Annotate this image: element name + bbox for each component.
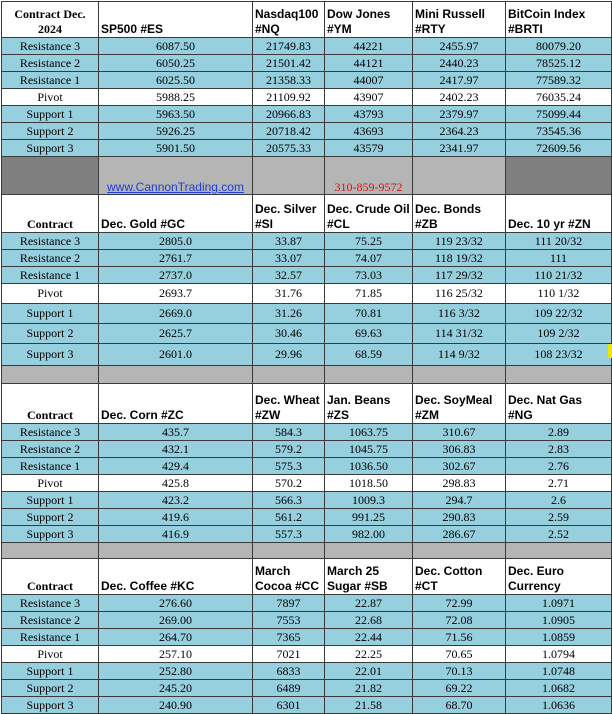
- level-value: 75.25: [325, 233, 413, 250]
- instrument-header: Dec. Corn #ZC: [99, 384, 253, 424]
- contract-header: Contract: [2, 559, 99, 595]
- level-value: 76035.24: [506, 89, 612, 106]
- level-row: [2, 612, 612, 629]
- level-value: 29.96: [253, 344, 325, 366]
- level-value: 2455.97: [413, 38, 506, 55]
- level-value: 44221: [325, 38, 413, 55]
- level-value: 429.4: [99, 458, 253, 475]
- level-value: 32.57: [253, 267, 325, 284]
- instrument-header: Dec. Nat Gas #NG: [506, 384, 612, 424]
- level-value: 302.67: [413, 458, 506, 475]
- level-value: 116 3/32: [413, 304, 506, 324]
- instrument-header: March 25 Sugar #SB: [325, 559, 413, 595]
- level-row: [2, 233, 612, 250]
- level-label: Support 1: [2, 106, 99, 123]
- level-value: 68.70: [413, 697, 506, 714]
- level-value: 68.59: [325, 344, 413, 366]
- level-row: [2, 646, 612, 663]
- level-value: 43793: [325, 106, 413, 123]
- level-row: [2, 629, 612, 646]
- level-value: 1.0748: [506, 663, 612, 680]
- level-value: 294.7: [413, 492, 506, 509]
- level-value: 20575.33: [253, 140, 325, 157]
- level-label: Resistance 3: [2, 38, 99, 55]
- level-value: 7897: [253, 595, 325, 612]
- level-value: 111: [506, 250, 612, 267]
- level-value: 5926.25: [99, 123, 253, 140]
- level-value: 2402.23: [413, 89, 506, 106]
- instrument-header: Dec. Bonds #ZB: [413, 195, 506, 233]
- level-value: 119 23/32: [413, 233, 506, 250]
- level-label: Support 2: [2, 324, 99, 344]
- level-label: Support 2: [2, 123, 99, 140]
- instrument-header: Jan. Beans #ZS: [325, 384, 413, 424]
- level-row: [2, 304, 612, 324]
- level-label: Resistance 2: [2, 612, 99, 629]
- level-row: [2, 344, 612, 366]
- level-row: [2, 697, 612, 714]
- level-row: [2, 595, 612, 612]
- separator-cell: [2, 543, 99, 559]
- level-value: 310.67: [413, 424, 506, 441]
- level-value: 276.60: [99, 595, 253, 612]
- level-value: 21749.83: [253, 38, 325, 55]
- level-row: [2, 250, 612, 267]
- level-value: 432.1: [99, 441, 253, 458]
- level-value: 22.68: [325, 612, 413, 629]
- level-value: 44121: [325, 55, 413, 72]
- level-value: 1018.50: [325, 475, 413, 492]
- level-value: 6489: [253, 680, 325, 697]
- level-value: 6301: [253, 697, 325, 714]
- level-value: 114 9/32: [413, 344, 506, 366]
- level-value: 6050.25: [99, 55, 253, 72]
- header-row: [2, 384, 612, 424]
- level-label: Resistance 1: [2, 629, 99, 646]
- level-value: 70.65: [413, 646, 506, 663]
- level-value: 1009.3: [325, 492, 413, 509]
- level-value: 7553: [253, 612, 325, 629]
- level-value: 264.70: [99, 629, 253, 646]
- instrument-header: Dec. Wheat #ZW: [253, 384, 325, 424]
- level-value: 2379.97: [413, 106, 506, 123]
- separator-row: [2, 366, 612, 384]
- levels-body: [2, 2, 612, 714]
- level-value: 2341.97: [413, 140, 506, 157]
- level-label: Support 2: [2, 680, 99, 697]
- level-row: [2, 38, 612, 55]
- level-value: 419.6: [99, 509, 253, 526]
- level-value: 21109.92: [253, 89, 325, 106]
- level-row: [2, 663, 612, 680]
- level-value: 2693.7: [99, 284, 253, 304]
- separator-cell: [2, 366, 99, 384]
- level-label: Pivot: [2, 284, 99, 304]
- separator-cell: [2, 157, 99, 195]
- level-value: 117 29/32: [413, 267, 506, 284]
- level-value: 2805.0: [99, 233, 253, 250]
- level-value: 2737.0: [99, 267, 253, 284]
- level-value: 557.3: [253, 526, 325, 543]
- instrument-header: Mini Russell #RTY: [413, 2, 506, 38]
- level-value: 1063.75: [325, 424, 413, 441]
- level-value: 579.2: [253, 441, 325, 458]
- separator-cell: [325, 543, 413, 559]
- instrument-header: Dec. Silver #SI: [253, 195, 325, 233]
- level-value: 2.76: [506, 458, 612, 475]
- level-value: 5963.50: [99, 106, 253, 123]
- level-row: [2, 492, 612, 509]
- separator-cell: [413, 543, 506, 559]
- instrument-header: Nasdaq100 #NQ: [253, 2, 325, 38]
- level-value: 43907: [325, 89, 413, 106]
- level-value: 22.44: [325, 629, 413, 646]
- level-value: 43693: [325, 123, 413, 140]
- separator-cell: [253, 366, 325, 384]
- level-value: 2.83: [506, 441, 612, 458]
- level-value: 2.6: [506, 492, 612, 509]
- instrument-header: March Cocoa #CC: [253, 559, 325, 595]
- level-value: 2601.0: [99, 344, 253, 366]
- level-value: 561.2: [253, 509, 325, 526]
- level-value: 425.8: [99, 475, 253, 492]
- instrument-header: Dec. Gold #GC: [99, 195, 253, 233]
- level-label: Resistance 3: [2, 424, 99, 441]
- contract-header: Contract Dec. 2024: [2, 2, 99, 38]
- level-value: 257.10: [99, 646, 253, 663]
- level-value: 1.0859: [506, 629, 612, 646]
- level-row: [2, 424, 612, 441]
- level-value: 21.58: [325, 697, 413, 714]
- instrument-header: Dec. SoyMeal #ZM: [413, 384, 506, 424]
- level-value: 5988.25: [99, 89, 253, 106]
- instrument-header: Dec. 10 yr #ZN: [506, 195, 612, 233]
- separator-cell: [99, 543, 253, 559]
- level-value: 44007: [325, 72, 413, 89]
- level-value: 71.85: [325, 284, 413, 304]
- level-value: 298.83: [413, 475, 506, 492]
- level-value: 21.82: [325, 680, 413, 697]
- level-value: 245.20: [99, 680, 253, 697]
- level-value: 78525.12: [506, 55, 612, 72]
- header-row: [2, 2, 612, 38]
- separator-cell: [506, 543, 612, 559]
- level-label: Resistance 1: [2, 458, 99, 475]
- level-value: 22.87: [325, 595, 413, 612]
- level-value: 109 2/32: [506, 324, 612, 344]
- level-value: 20966.83: [253, 106, 325, 123]
- level-value: 2625.7: [99, 324, 253, 344]
- level-value: 21501.42: [253, 55, 325, 72]
- level-value: 31.26: [253, 304, 325, 324]
- instrument-header: BitCoin Index #BRTI: [506, 2, 612, 38]
- separator-row: [2, 157, 612, 195]
- contract-header: Contract: [2, 195, 99, 233]
- level-label: Support 3: [2, 697, 99, 714]
- level-value: 6087.50: [99, 38, 253, 55]
- level-value: 110 21/32: [506, 267, 612, 284]
- level-value: 72609.56: [506, 140, 612, 157]
- level-row: [2, 680, 612, 697]
- level-value: 70.81: [325, 304, 413, 324]
- level-label: Support 3: [2, 344, 99, 366]
- level-value: 22.01: [325, 663, 413, 680]
- level-row: [2, 324, 612, 344]
- separator-cell: [325, 366, 413, 384]
- level-label: Support 3: [2, 140, 99, 157]
- separator-cell: [413, 366, 506, 384]
- level-value: 33.07: [253, 250, 325, 267]
- yellow-marker: [608, 344, 612, 358]
- level-row: [2, 140, 612, 157]
- level-value: 31.76: [253, 284, 325, 304]
- level-value: 73.03: [325, 267, 413, 284]
- level-value: 2417.97: [413, 72, 506, 89]
- level-value: 1045.75: [325, 441, 413, 458]
- level-value: 566.3: [253, 492, 325, 509]
- level-value: 73545.36: [506, 123, 612, 140]
- phone-number: 310-859-9572: [334, 180, 403, 194]
- level-value: 2.89: [506, 424, 612, 441]
- level-row: [2, 475, 612, 492]
- level-value: 108 23/32: [506, 344, 612, 366]
- contract-header: Contract: [2, 384, 99, 424]
- level-value: 70.13: [413, 663, 506, 680]
- level-label: Resistance 2: [2, 55, 99, 72]
- level-label: Resistance 3: [2, 595, 99, 612]
- level-value: 69.63: [325, 324, 413, 344]
- level-value: 33.87: [253, 233, 325, 250]
- level-value: 2.59: [506, 509, 612, 526]
- separator-cell: [99, 366, 253, 384]
- level-value: 114 31/32: [413, 324, 506, 344]
- level-row: [2, 72, 612, 89]
- level-row: [2, 55, 612, 72]
- level-value: 570.2: [253, 475, 325, 492]
- level-value: 116 25/32: [413, 284, 506, 304]
- level-value: 2.71: [506, 475, 612, 492]
- instrument-header: SP500 #ES: [99, 2, 253, 38]
- level-value: 2364.23: [413, 123, 506, 140]
- level-value: 1.0636: [506, 697, 612, 714]
- level-value: 240.90: [99, 697, 253, 714]
- separator-cell: [413, 157, 506, 195]
- level-value: 290.83: [413, 509, 506, 526]
- level-row: [2, 106, 612, 123]
- level-value: 72.08: [413, 612, 506, 629]
- website-link[interactable]: www.CannonTrading.com: [107, 180, 244, 194]
- level-value: 72.99: [413, 595, 506, 612]
- level-row: [2, 526, 612, 543]
- level-value: 1.0971: [506, 595, 612, 612]
- level-value: 20718.42: [253, 123, 325, 140]
- level-value: 306.83: [413, 441, 506, 458]
- level-value: 118 19/32: [413, 250, 506, 267]
- level-value: 80079.20: [506, 38, 612, 55]
- separator-cell: [506, 157, 612, 195]
- level-value: 416.9: [99, 526, 253, 543]
- level-row: [2, 89, 612, 106]
- header-row: [2, 559, 612, 595]
- level-row: [2, 458, 612, 475]
- separator-cell: [506, 366, 612, 384]
- level-row: [2, 123, 612, 140]
- level-value: 5901.50: [99, 140, 253, 157]
- level-value: 1.0905: [506, 612, 612, 629]
- level-label: Pivot: [2, 475, 99, 492]
- level-value: 575.3: [253, 458, 325, 475]
- instrument-header: Dec. Euro Currency: [506, 559, 612, 595]
- level-value: 22.25: [325, 646, 413, 663]
- level-value: 21358.33: [253, 72, 325, 89]
- level-value: 6833: [253, 663, 325, 680]
- level-value: 69.22: [413, 680, 506, 697]
- level-label: Support 1: [2, 663, 99, 680]
- level-value: 982.00: [325, 526, 413, 543]
- level-value: 109 22/32: [506, 304, 612, 324]
- level-label: Resistance 2: [2, 441, 99, 458]
- instrument-header: Dec. Crude Oil #CL: [325, 195, 413, 233]
- level-label: Resistance 1: [2, 267, 99, 284]
- level-row: [2, 509, 612, 526]
- separator-cell: [253, 157, 325, 195]
- level-value: 2669.0: [99, 304, 253, 324]
- level-value: 2.52: [506, 526, 612, 543]
- level-label: Support 1: [2, 304, 99, 324]
- level-label: Resistance 3: [2, 233, 99, 250]
- header-row: [2, 195, 612, 233]
- level-value: 991.25: [325, 509, 413, 526]
- level-value: 7365: [253, 629, 325, 646]
- level-value: 423.2: [99, 492, 253, 509]
- level-value: 71.56: [413, 629, 506, 646]
- level-label: Support 1: [2, 492, 99, 509]
- instrument-header: Dow Jones #YM: [325, 2, 413, 38]
- level-value: 435.7: [99, 424, 253, 441]
- level-value: 6025.50: [99, 72, 253, 89]
- level-value: 77589.32: [506, 72, 612, 89]
- level-value: 74.07: [325, 250, 413, 267]
- instrument-header: Dec. Cotton #CT: [413, 559, 506, 595]
- separator-cell: [99, 157, 253, 195]
- level-value: 2440.23: [413, 55, 506, 72]
- level-row: [2, 267, 612, 284]
- level-row: [2, 441, 612, 458]
- instrument-header: Dec. Coffee #KC: [99, 559, 253, 595]
- level-value: 7021: [253, 646, 325, 663]
- level-value: 111 20/32: [506, 233, 612, 250]
- level-label: Support 2: [2, 509, 99, 526]
- level-row: [2, 284, 612, 304]
- separator-row: [2, 543, 612, 559]
- level-value: 110 1/32: [506, 284, 612, 304]
- separator-cell: [253, 543, 325, 559]
- level-label: Support 3: [2, 526, 99, 543]
- level-value: 1.0682: [506, 680, 612, 697]
- level-label: Resistance 2: [2, 250, 99, 267]
- level-value: 43579: [325, 140, 413, 157]
- pivot-levels-table: [1, 1, 612, 714]
- level-value: 269.00: [99, 612, 253, 629]
- level-value: 2761.7: [99, 250, 253, 267]
- separator-cell: [325, 157, 413, 195]
- level-value: 1036.50: [325, 458, 413, 475]
- level-label: Resistance 1: [2, 72, 99, 89]
- level-value: 584.3: [253, 424, 325, 441]
- level-value: 286.67: [413, 526, 506, 543]
- level-label: Pivot: [2, 646, 99, 663]
- level-value: 75099.44: [506, 106, 612, 123]
- level-value: 30.46: [253, 324, 325, 344]
- level-label: Pivot: [2, 89, 99, 106]
- level-value: 252.80: [99, 663, 253, 680]
- level-value: 1.0794: [506, 646, 612, 663]
